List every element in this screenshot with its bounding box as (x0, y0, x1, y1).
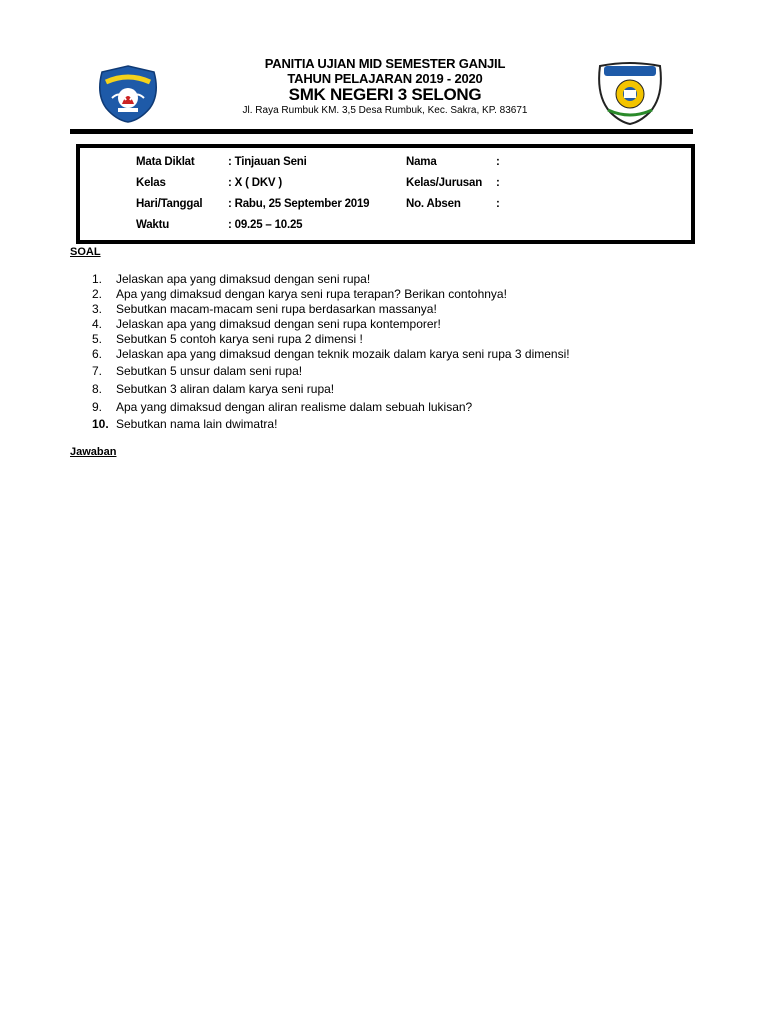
question-text: Jelaskan apa yang dimaksud dengan seni rupa! (116, 272, 371, 286)
question-number: 9. (92, 400, 103, 414)
waktu-label: Waktu (136, 219, 170, 231)
question-text: Sebutkan nama lain dwimatra! (116, 417, 278, 431)
school-address: Jl. Raya Rumbuk KM. 3,5 Desa Rumbuk, Kec. Sakra, KP. 83671 (242, 105, 528, 116)
question-number: 7. (92, 364, 103, 378)
hari-tanggal-value: : Rabu, 25 September 2019 (228, 198, 370, 210)
question-text: Sebutkan 5 unsur dalam seni rupa! (116, 364, 303, 378)
academic-year: TAHUN PELAJARAN 2019 - 2020 (287, 71, 483, 86)
exam-info-box (76, 144, 695, 244)
waktu-value: : 09.25 – 10.25 (228, 219, 303, 231)
mata-diklat-label: Mata Diklat (136, 156, 195, 168)
question-text: Sebutkan 5 contoh karya seni rupa 2 dimensi ! (116, 332, 363, 346)
committee-title: PANITIA UJIAN MID SEMESTER GANJIL (264, 56, 506, 71)
jawaban-heading: Jawaban (70, 446, 117, 458)
question-text: Sebutkan 3 aliran dalam karya seni rupa! (116, 382, 335, 396)
no-absen-field[interactable]: : (496, 198, 500, 210)
kelas-label: Kelas (136, 177, 166, 189)
kelas-jurusan-label: Kelas/Jurusan (406, 177, 483, 189)
question-text: Jelaskan apa yang dimaksud dengan seni rupa kontemporer! (116, 317, 441, 331)
question-number: 10. (92, 417, 109, 431)
no-absen-label: No. Absen (406, 198, 461, 210)
kelas-jurusan-field[interactable]: : (496, 177, 500, 189)
hari-tanggal-label: Hari/Tanggal (136, 198, 203, 210)
question-number: 8. (92, 382, 103, 396)
question-text: Jelaskan apa yang dimaksud dengan teknik mozaik dalam karya seni rupa 3 dimensi! (116, 347, 570, 361)
soal-heading: SOAL (70, 246, 101, 258)
nama-label: Nama (406, 156, 437, 168)
question-number: 2. (92, 287, 103, 301)
question-number: 6. (92, 347, 103, 361)
header-divider (70, 129, 693, 134)
school-name: SMK NEGERI 3 SELONG (288, 85, 482, 104)
question-number: 3. (92, 302, 103, 316)
question-number: 4. (92, 317, 103, 331)
nama-field[interactable]: : (496, 156, 500, 168)
kelas-value: : X ( DKV ) (228, 177, 283, 189)
question-text: Sebutkan macam-macam seni rupa berdasarkan massanya! (116, 302, 437, 316)
question-text: Apa yang dimaksud dengan karya seni rupa terapan? Berikan contohnya! (116, 287, 507, 301)
question-number: 5. (92, 332, 103, 346)
mata-diklat-value: : Tinjauan Seni (228, 156, 307, 168)
question-number: 1. (92, 272, 103, 286)
question-text: Apa yang dimaksud dengan aliran realisme dalam sebuah lukisan? (116, 400, 473, 414)
